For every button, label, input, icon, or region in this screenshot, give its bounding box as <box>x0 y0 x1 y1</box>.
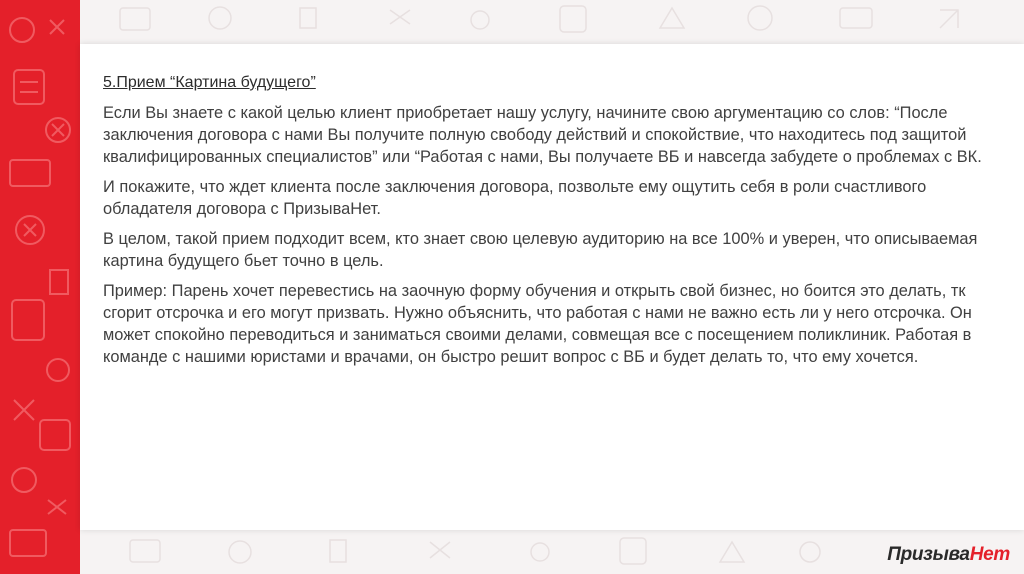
left-decorative-band <box>0 0 80 574</box>
paragraph-example: Пример: Парень хочет перевестись на заочную форму обучения и открыть свой бизнес, но боится это делать, тк сгорит отсрочка и его могут призвать. Нужно объяснить, что работая с нами не важно есть ли у него отсрочка. Он может спокойно переводиться и заниматься своими делами, совмещая все с посещением поликлиник. Работая в команде с нашими юристами и врачами, он быстро решит вопрос с ВБ и будет делать то, что ему хочется. <box>103 282 972 366</box>
paragraph-show-future: И покажите, что ждет клиента после заключения договора, позвольте ему ощутить себя в роли счастливого обладателя договора с ПризываНет. <box>103 178 927 218</box>
band-pattern <box>0 0 80 574</box>
logo-part-1: Призыва <box>887 544 970 565</box>
brand-logo <box>887 544 1010 566</box>
paragraph-target-audience: В целом, такой прием подходит всем, кто знает свою целевую аудиторию на все 100% и уверен, что описываемая картина будущего бьет точно в цель. <box>103 230 978 270</box>
logo-part-2: Нет <box>969 544 1010 565</box>
text-block <box>103 72 993 376</box>
paragraph-intro: Если Вы знаете с какой целью клиент приобретает нашу услугу, начините свою аргументацию со слов: “После заключения договора с нами Вы получите полную свободу действий и спокойствие, что находитесь под защитой квалифицированных специалистов” или “Работая с нами, Вы получаете ВБ и навсегда забудете о проблемах с ВК. <box>103 104 982 166</box>
slide-title: 5.Прием “Картина будущего” <box>103 74 316 91</box>
